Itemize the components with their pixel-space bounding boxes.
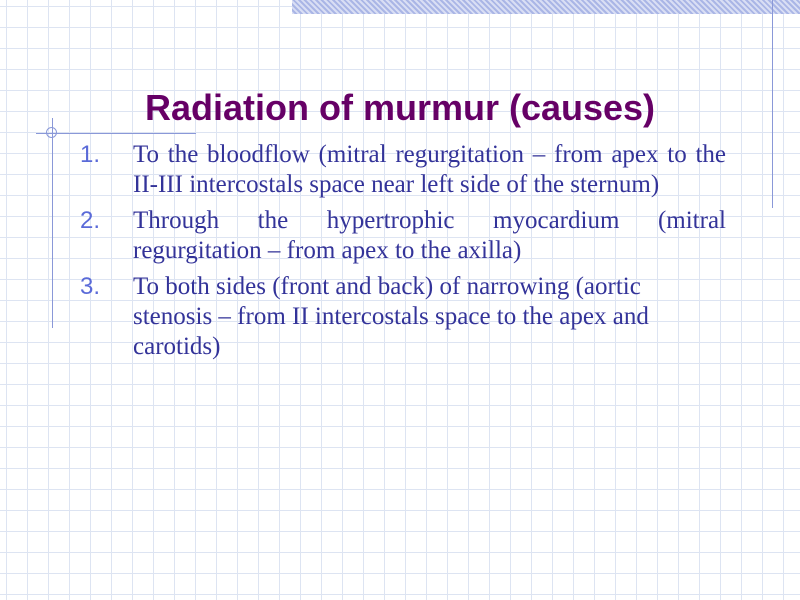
list-item bbox=[80, 140, 726, 200]
list-item-text: Through the hypertrophic myocardium (mitral regurgitation – from apex to the axilla) bbox=[133, 207, 726, 264]
list-item-number: 1. bbox=[80, 141, 101, 168]
list-item bbox=[80, 206, 726, 266]
list-item-number: 3. bbox=[80, 273, 101, 300]
slide-title: Radiation of murmur (causes) bbox=[144, 87, 656, 128]
list-item-text: To the bloodflow (mitral regurgitation – from apex to the II-III intercostals space near left side of the sternum) bbox=[133, 141, 726, 198]
list-item bbox=[80, 272, 726, 362]
decorative-horizontal-line bbox=[36, 133, 196, 134]
numbered-list bbox=[80, 140, 726, 368]
decorative-top-band bbox=[292, 0, 800, 14]
decorative-vertical-line-left bbox=[52, 118, 53, 328]
list-item-number: 2. bbox=[80, 207, 101, 234]
list-item-text: To both sides (front and back) of narrowing (aortic stenosis – from II intercostals space to the apex and carotids) bbox=[133, 273, 649, 360]
